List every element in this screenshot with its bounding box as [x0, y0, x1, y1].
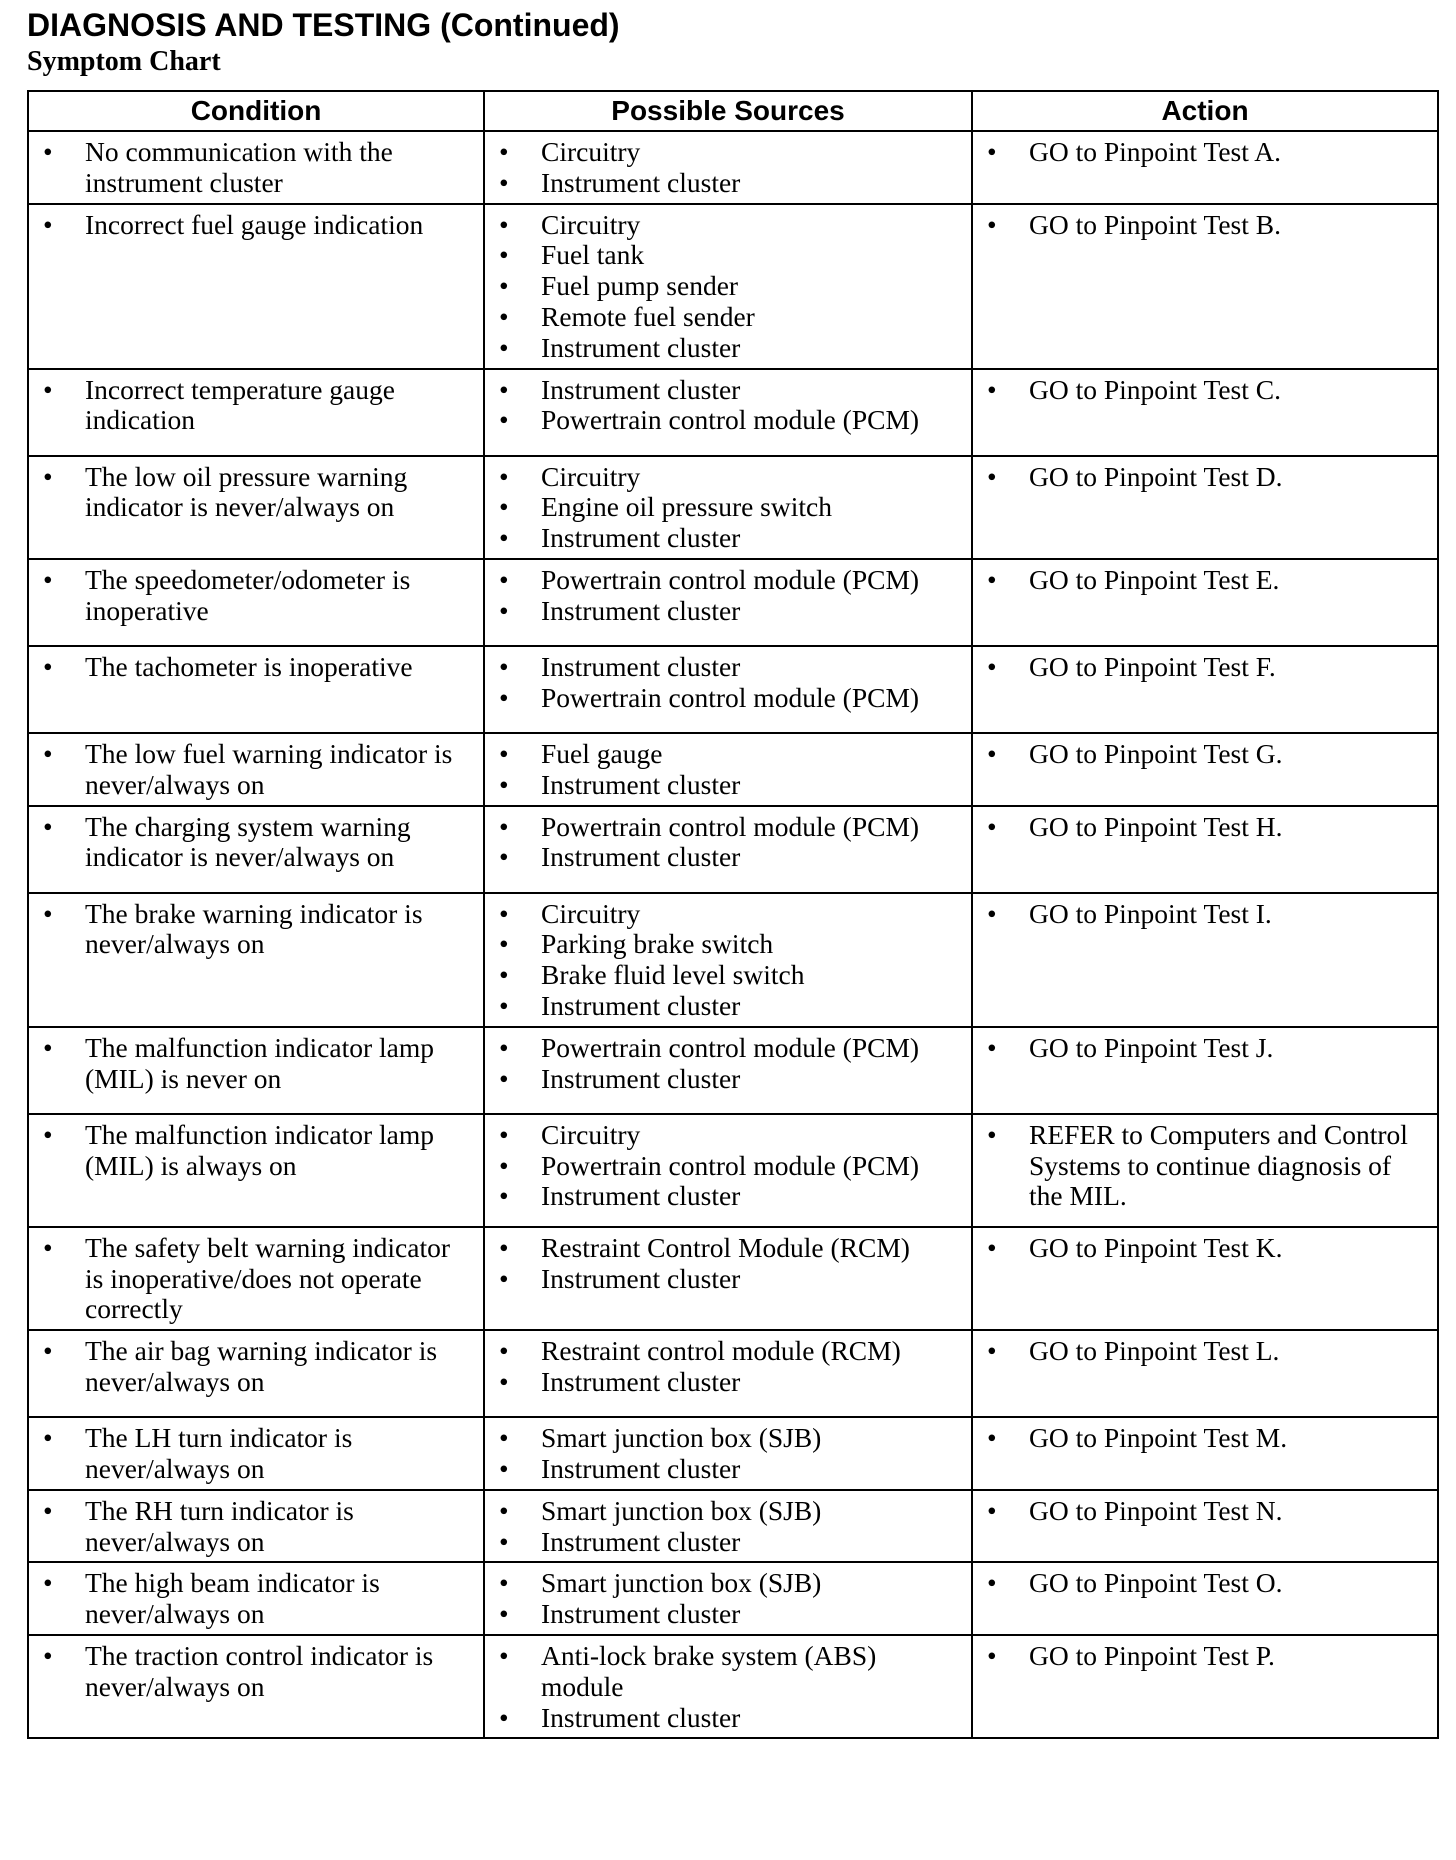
action-text: • GO to Pinpoint Test B.: [985, 210, 1429, 241]
condition-cell: [28, 1330, 484, 1417]
possible-sources-cell: [484, 1330, 972, 1417]
action-text: • GO to Pinpoint Test C.: [985, 375, 1429, 406]
condition-list: [41, 1423, 475, 1485]
possible-source-item: • Smart junction box (SJB): [497, 1568, 963, 1599]
possible-source-item: • Powertrain control module (PCM): [497, 405, 963, 436]
action-cell: [972, 1562, 1438, 1635]
possible-sources-cell: [484, 1490, 972, 1563]
action-text: • REFER to Computers and Control Systems to continue diagnosis of the MIL.: [985, 1120, 1429, 1212]
condition-text: • The safety belt warning indicator is inoperative/does not operate correctly: [41, 1233, 475, 1325]
table-row: [28, 369, 1438, 456]
condition-text: • The low fuel warning indicator is never/always on: [41, 739, 475, 801]
possible-sources-cell: [484, 1562, 972, 1635]
action-text: • GO to Pinpoint Test D.: [985, 462, 1429, 493]
condition-list: [41, 137, 475, 199]
condition-cell: [28, 733, 484, 806]
condition-cell: [28, 1417, 484, 1490]
document-page: [27, 6, 1437, 1733]
condition-cell: [28, 646, 484, 733]
possible-source-item: • Instrument cluster: [497, 1264, 963, 1295]
possible-source-item: • Powertrain control module (PCM): [497, 683, 963, 714]
condition-list: [41, 375, 475, 437]
action-cell: [972, 733, 1438, 806]
possible-sources-cell: [484, 131, 972, 204]
action-text: • GO to Pinpoint Test L.: [985, 1336, 1429, 1367]
action-cell: [972, 646, 1438, 733]
possible-sources-list: [497, 210, 963, 364]
possible-sources-cell: [484, 204, 972, 369]
condition-text: • The air bag warning indicator is never/always on: [41, 1336, 475, 1398]
table-row: [28, 456, 1438, 559]
action-cell: [972, 369, 1438, 456]
action-list: [985, 1033, 1429, 1064]
possible-source-item: • Instrument cluster: [497, 770, 963, 801]
action-list: [985, 652, 1429, 683]
possible-source-item: • Circuitry: [497, 899, 963, 930]
condition-text: • The RH turn indicator is never/always on: [41, 1496, 475, 1558]
action-list: [985, 1120, 1429, 1212]
condition-list: [41, 1336, 475, 1398]
action-text: • GO to Pinpoint Test M.: [985, 1423, 1429, 1454]
action-list: [985, 739, 1429, 770]
possible-sources-list: [497, 652, 963, 714]
action-text: • GO to Pinpoint Test N.: [985, 1496, 1429, 1527]
possible-sources-list: [497, 1568, 963, 1630]
action-list: [985, 1496, 1429, 1527]
possible-sources-cell: [484, 456, 972, 559]
possible-source-item: • Powertrain control module (PCM): [497, 812, 963, 843]
table-row: [28, 1114, 1438, 1227]
condition-cell: [28, 456, 484, 559]
possible-sources-list: [497, 812, 963, 874]
table-body: [28, 131, 1438, 1738]
possible-source-item: • Fuel tank: [497, 240, 963, 271]
action-cell: [972, 456, 1438, 559]
action-text: • GO to Pinpoint Test E.: [985, 565, 1429, 596]
action-text: • GO to Pinpoint Test F.: [985, 652, 1429, 683]
action-list: [985, 210, 1429, 241]
possible-source-item: • Instrument cluster: [497, 1454, 963, 1485]
condition-list: [41, 739, 475, 801]
action-cell: [972, 1490, 1438, 1563]
possible-source-item: • Instrument cluster: [497, 991, 963, 1022]
possible-source-item: • Engine oil pressure switch: [497, 492, 963, 523]
action-cell: [972, 1227, 1438, 1330]
condition-text: • The malfunction indicator lamp (MIL) is never on: [41, 1033, 475, 1095]
possible-sources-cell: [484, 1417, 972, 1490]
possible-sources-list: [497, 137, 963, 199]
action-cell: [972, 1635, 1438, 1738]
possible-sources-list: [497, 1033, 963, 1095]
action-text: • GO to Pinpoint Test I.: [985, 899, 1429, 930]
possible-sources-cell: [484, 733, 972, 806]
table-row: [28, 1417, 1438, 1490]
action-text: • GO to Pinpoint Test H.: [985, 812, 1429, 843]
table-row: [28, 1635, 1438, 1738]
condition-list: [41, 1496, 475, 1558]
possible-sources-list: [497, 899, 963, 1022]
possible-source-item: • Remote fuel sender: [497, 302, 963, 333]
possible-sources-cell: [484, 893, 972, 1027]
condition-text: • The brake warning indicator is never/always on: [41, 899, 475, 961]
possible-source-item: • Restraint Control Module (RCM): [497, 1233, 963, 1264]
possible-sources-cell: [484, 646, 972, 733]
action-text: • GO to Pinpoint Test P.: [985, 1641, 1429, 1672]
action-list: [985, 812, 1429, 843]
condition-list: [41, 1568, 475, 1630]
condition-list: [41, 1641, 475, 1703]
possible-source-item: • Fuel pump sender: [497, 271, 963, 302]
action-list: [985, 1336, 1429, 1367]
possible-sources-list: [497, 1120, 963, 1212]
action-list: [985, 899, 1429, 930]
action-list: [985, 1568, 1429, 1599]
condition-text: • The charging system warning indicator is never/always on: [41, 812, 475, 874]
action-cell: [972, 1027, 1438, 1114]
condition-cell: [28, 1635, 484, 1738]
possible-source-item: • Instrument cluster: [497, 1367, 963, 1398]
condition-cell: [28, 1562, 484, 1635]
possible-sources-cell: [484, 1635, 972, 1738]
action-text: • GO to Pinpoint Test J.: [985, 1033, 1429, 1064]
action-list: [985, 137, 1429, 168]
possible-source-item: • Powertrain control module (PCM): [497, 1033, 963, 1064]
action-cell: [972, 1417, 1438, 1490]
condition-text: • The malfunction indicator lamp (MIL) is always on: [41, 1120, 475, 1182]
possible-sources-cell: [484, 369, 972, 456]
symptom-chart-table: [27, 90, 1439, 1739]
condition-list: [41, 1233, 475, 1325]
possible-sources-list: [497, 1233, 963, 1295]
possible-source-item: • Instrument cluster: [497, 1527, 963, 1558]
possible-sources-cell: [484, 1114, 972, 1227]
possible-sources-list: [497, 1641, 963, 1733]
possible-source-item: • Restraint control module (RCM): [497, 1336, 963, 1367]
possible-source-item: • Instrument cluster: [497, 168, 963, 199]
action-text: • GO to Pinpoint Test K.: [985, 1233, 1429, 1264]
action-list: [985, 1641, 1429, 1672]
condition-cell: [28, 204, 484, 369]
possible-sources-cell: [484, 1227, 972, 1330]
possible-sources-list: [497, 1336, 963, 1398]
possible-sources-list: [497, 1423, 963, 1485]
condition-cell: [28, 1490, 484, 1563]
table-row: [28, 893, 1438, 1027]
action-list: [985, 1423, 1429, 1454]
table-row: [28, 806, 1438, 893]
condition-list: [41, 1120, 475, 1182]
action-cell: [972, 559, 1438, 646]
condition-cell: [28, 893, 484, 1027]
table-row: [28, 1227, 1438, 1330]
condition-list: [41, 210, 475, 241]
table-row: [28, 646, 1438, 733]
possible-source-item: • Instrument cluster: [497, 1064, 963, 1095]
table-row: [28, 131, 1438, 204]
possible-sources-cell: [484, 559, 972, 646]
condition-text: • Incorrect fuel gauge indication: [41, 210, 475, 241]
possible-source-item: • Instrument cluster: [497, 523, 963, 554]
possible-sources-list: [497, 565, 963, 627]
possible-source-item: • Instrument cluster: [497, 333, 963, 364]
action-cell: [972, 806, 1438, 893]
action-cell: [972, 1330, 1438, 1417]
possible-source-item: • Instrument cluster: [497, 652, 963, 683]
possible-source-item: • Smart junction box (SJB): [497, 1423, 963, 1454]
possible-source-item: • Instrument cluster: [497, 1181, 963, 1212]
possible-source-item: • Parking brake switch: [497, 929, 963, 960]
action-cell: [972, 893, 1438, 1027]
table-row: [28, 204, 1438, 369]
table-header-row: [28, 91, 1438, 131]
possible-source-item: • Fuel gauge: [497, 739, 963, 770]
table-row: [28, 1490, 1438, 1563]
possible-source-item: • Instrument cluster: [497, 596, 963, 627]
condition-cell: [28, 1114, 484, 1227]
condition-cell: [28, 806, 484, 893]
column-header-possible-sources: Possible Sources: [484, 91, 972, 131]
possible-source-item: • Circuitry: [497, 137, 963, 168]
possible-source-item: • Powertrain control module (PCM): [497, 1151, 963, 1182]
condition-text: • The speedometer/odometer is inoperative: [41, 565, 475, 627]
possible-source-item: • Instrument cluster: [497, 842, 963, 873]
condition-text: • The traction control indicator is never/always on: [41, 1641, 475, 1703]
condition-cell: [28, 131, 484, 204]
table-row: [28, 733, 1438, 806]
condition-text: • The low oil pressure warning indicator is never/always on: [41, 462, 475, 524]
column-header-condition: Condition: [28, 91, 484, 131]
action-text: • GO to Pinpoint Test G.: [985, 739, 1429, 770]
action-list: [985, 462, 1429, 493]
action-list: [985, 565, 1429, 596]
table-row: [28, 1027, 1438, 1114]
condition-list: [41, 652, 475, 683]
possible-source-item: • Circuitry: [497, 210, 963, 241]
possible-sources-cell: [484, 806, 972, 893]
possible-sources-cell: [484, 1027, 972, 1114]
action-cell: [972, 1114, 1438, 1227]
column-header-action: Action: [972, 91, 1438, 131]
possible-source-item: • Instrument cluster: [497, 375, 963, 406]
condition-cell: [28, 369, 484, 456]
possible-source-item: • Instrument cluster: [497, 1599, 963, 1630]
action-list: [985, 1233, 1429, 1264]
condition-list: [41, 565, 475, 627]
action-text: • GO to Pinpoint Test A.: [985, 137, 1429, 168]
possible-source-item: • Smart junction box (SJB): [497, 1496, 963, 1527]
condition-list: [41, 1033, 475, 1095]
table-row: [28, 1330, 1438, 1417]
condition-cell: [28, 1227, 484, 1330]
table-row: [28, 559, 1438, 646]
possible-source-item: • Powertrain control module (PCM): [497, 565, 963, 596]
condition-cell: [28, 559, 484, 646]
condition-cell: [28, 1027, 484, 1114]
table-row: [28, 1562, 1438, 1635]
section-title: Symptom Chart: [27, 46, 221, 77]
condition-text: • The LH turn indicator is never/always on: [41, 1423, 475, 1485]
condition-list: [41, 812, 475, 874]
condition-list: [41, 899, 475, 961]
action-list: [985, 375, 1429, 406]
action-text: • GO to Pinpoint Test O.: [985, 1568, 1429, 1599]
condition-text: • The tachometer is inoperative: [41, 652, 475, 683]
possible-source-item: • Brake fluid level switch: [497, 960, 963, 991]
possible-sources-list: [497, 375, 963, 437]
possible-source-item: • Instrument cluster: [497, 1703, 963, 1734]
condition-text: • The high beam indicator is never/always on: [41, 1568, 475, 1630]
possible-sources-list: [497, 739, 963, 801]
action-cell: [972, 131, 1438, 204]
possible-source-item: • Circuitry: [497, 1120, 963, 1151]
possible-sources-list: [497, 462, 963, 554]
action-cell: [972, 204, 1438, 369]
condition-list: [41, 462, 475, 524]
possible-source-item: • Anti-lock brake system (ABS) module: [497, 1641, 963, 1703]
possible-source-item: • Circuitry: [497, 462, 963, 493]
condition-text: • Incorrect temperature gauge indication: [41, 375, 475, 437]
page-title: DIAGNOSIS AND TESTING (Continued): [27, 7, 620, 43]
condition-text: • No communication with the instrument cluster: [41, 137, 475, 199]
possible-sources-list: [497, 1496, 963, 1558]
